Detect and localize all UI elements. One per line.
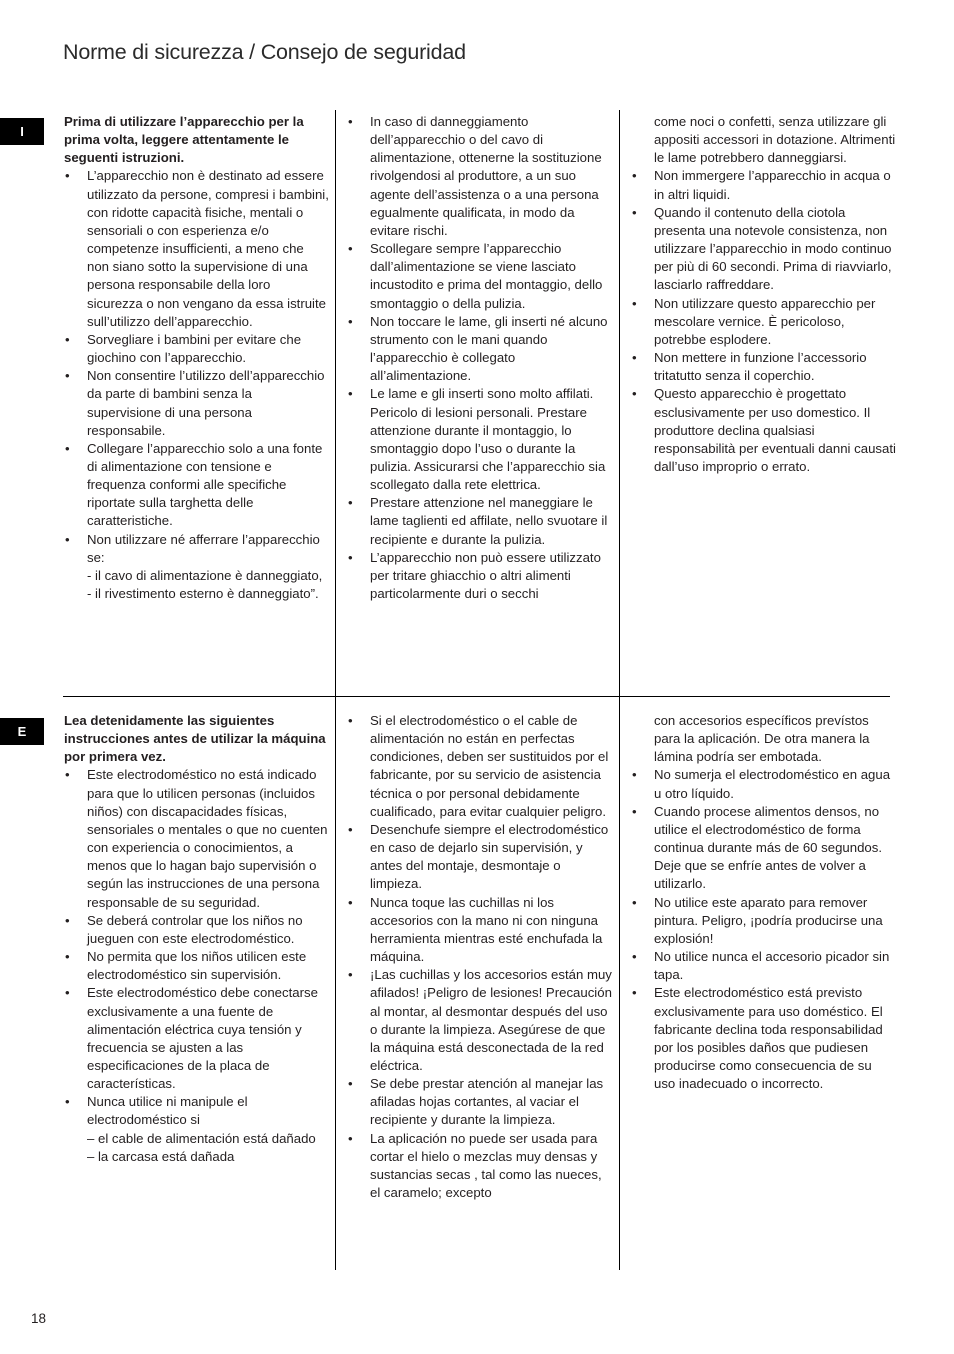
- list-item-text: Non immergere l’apparecchio in acqua o in altri liquidi.: [654, 168, 891, 202]
- bullet-icon: •: [348, 495, 353, 511]
- spanish-column-3: [631, 712, 896, 1093]
- list-sub-item: – la carcasa está dañada: [87, 1148, 235, 1164]
- bullet-icon: •: [65, 368, 70, 384]
- list-item: [64, 367, 329, 440]
- list-item: [347, 240, 612, 313]
- italian-list-3: [631, 167, 896, 476]
- bullet-icon: •: [65, 1094, 70, 1110]
- list-item-text: Non toccare le lame, gli inserti né alcuno strumento con le mani quando l’apparecchio è collegato all’alimentazione.: [370, 313, 608, 384]
- list-item: [347, 385, 612, 494]
- list-item-text: Prestare attenzione nel maneggiare le lame taglienti ed affilate, nello svuotare il recipiente e durante la pulizia.: [370, 495, 608, 547]
- bullet-icon: •: [65, 440, 70, 456]
- list-item-text: Non utilizzare né afferrare l’apparecchio se:: [87, 531, 320, 565]
- bullet-icon: •: [348, 549, 353, 565]
- italian-continuation: come noci o confetti, senza utilizzare gli appositi accessori in dotazione. Altrimenti le lame potrebbero danneggiarsi.: [654, 114, 896, 166]
- list-sub-item: - il cavo di alimentazione è danneggiato,: [87, 567, 323, 583]
- list-item-text: Cuando procese alimentos densos, no utilice el electrodoméstico de forma continua durante más de 60 segundos. Deje que se enfríe antes de volver a utilizarlo.: [654, 803, 883, 892]
- column-divider: [619, 110, 620, 697]
- bullet-icon: •: [65, 949, 70, 965]
- spanish-intro: Lea detenidamente las siguientes instrucciones antes de utilizar la máquina por primera vez.: [64, 713, 326, 765]
- list-item: [64, 766, 329, 911]
- list-item: [631, 385, 896, 476]
- list-item: [631, 803, 896, 894]
- bullet-icon: •: [65, 331, 70, 347]
- list-item: [631, 948, 896, 984]
- list-item-text: Este electrodoméstico no está indicado para que lo utilicen personas (incluidos niños) con discapacidades físicas, sensoriales o mentales o que no cuenten con experiencia o conocimientos, a menos que lo hagan bajo supervisión o según las instrucciones de una persona responsable de su seguridad.: [87, 767, 328, 910]
- list-item: [347, 313, 612, 386]
- list-item: [347, 494, 612, 548]
- italian-column-1: [64, 113, 329, 603]
- list-item: [631, 204, 896, 295]
- list-item: [64, 531, 329, 604]
- bullet-icon: •: [65, 531, 70, 547]
- list-item: [347, 1075, 612, 1129]
- list-item-text: ¡Las cuchillas y los accesorios están muy afilados! ¡Peligro de lesiones! Precaución al montar, al desmontar después del uso o durante la limpieza. Asegúrese de que la máquina está desconectada de la red eléctrica.: [370, 967, 612, 1073]
- spanish-continuation: con accesorios específicos prevístos para la aplicación. De otra manera la lámina podría ser embotada.: [654, 713, 870, 765]
- bullet-icon: •: [348, 894, 353, 910]
- spanish-list-3: [631, 766, 896, 1093]
- list-item: [64, 440, 329, 531]
- list-item-text: No utilice nunca el accesorio picador sin tapa.: [654, 949, 890, 983]
- list-item-text: La aplicación no puede ser usada para cortar el hielo o mezclas muy densas y sustancias secas , tal como las nueces, el caramelo; excepto: [370, 1130, 602, 1201]
- list-item: [347, 966, 612, 1075]
- spanish-column-1: [64, 712, 329, 1166]
- list-item: [631, 984, 896, 1093]
- bullet-icon: •: [348, 313, 353, 329]
- list-item-text: No utilice este aparato para remover pintura. Peligro, ¡podría producirse una explosión!: [654, 894, 883, 946]
- list-item-text: Desenchufe siempre el electrodoméstico en caso de dejarlo sin supervisión, y antes del montaje, desmontaje o limpieza.: [370, 821, 609, 892]
- list-item: [64, 331, 329, 367]
- column-divider: [335, 110, 336, 697]
- bullet-icon: •: [632, 949, 637, 965]
- bullet-icon: •: [348, 386, 353, 402]
- italian-column-3: [631, 113, 896, 476]
- list-item-text: Quando il contenuto della ciotola presenta una notevole consistenza, non utilizzare l’apparecchio in modo continuo per più di 60 secondi. Prima di riavviarlo, lasciarlo raffreddare.: [654, 204, 892, 293]
- italian-list-2: [347, 113, 612, 603]
- bullet-icon: •: [348, 713, 353, 728]
- bullet-icon: •: [632, 767, 637, 783]
- bullet-icon: •: [348, 241, 353, 257]
- bullet-icon: •: [65, 985, 70, 1001]
- list-item-text: Este electrodoméstico está previsto exclusivamente para uso doméstico. El fabricante declina toda responsabilidad por los posibles daños que pudiesen producirse como consecuencia de su uso inadecuado o incorrecto.: [654, 985, 883, 1092]
- list-item-text: Sorvegliare i bambini per evitare che giochino con l’apparecchio.: [87, 331, 302, 366]
- bullet-icon: •: [632, 204, 637, 220]
- bullet-icon: •: [632, 350, 637, 366]
- list-item-text: L’apparecchio non è destinato ad essere utilizzato da persone, compresi i bambini, con ridotte capacità fisiche, mentali o sensoriali o con esperienza e/o competenze insufficienti, a meno che non siano sotto la supervisione di una persona responsabile della loro sicurezza o non vengano da essa istruite sull’utilizzo dell’apparecchio.: [87, 168, 329, 329]
- list-item-text: Questo apparecchio è progettato esclusivamente per uso domestico. Il produttore declina qualsiasi responsabilità per eventuali danni causati dall’uso improprio o errato.: [654, 386, 896, 474]
- list-item: [631, 894, 896, 948]
- bullet-icon: •: [65, 767, 70, 783]
- language-tab-italian: I: [0, 118, 44, 145]
- bullet-icon: •: [348, 967, 353, 983]
- list-item-text: In caso di danneggiamento dell’apparecchio o del cavo di alimentazione, ottenerne la sostituzione rivolgendosi al produttore, a un suo agente dell’assistenza o a una persona egualmente qualificata, in modo da evitare rischi.: [370, 114, 602, 238]
- spanish-list-1: [64, 766, 329, 1165]
- list-item: [64, 167, 329, 330]
- bullet-icon: •: [632, 295, 637, 311]
- list-item-text: No permita que los niños utilicen este electrodoméstico sin supervisión.: [87, 949, 307, 983]
- bullet-icon: •: [65, 168, 70, 184]
- list-item: [347, 549, 612, 603]
- bullet-icon: •: [65, 912, 70, 928]
- list-item: [347, 1130, 612, 1203]
- list-item-text: Non mettere in funzione l’accessorio tritatutto senza il coperchio.: [654, 350, 867, 384]
- page-title: Norme di sicurezza / Consejo de seguridad: [63, 40, 466, 64]
- list-item-text: Nunca toque las cuchillas ni los accesorios con la mano ni con ninguna herramienta mientras esté enchufada la máquina.: [370, 894, 603, 965]
- list-item-text: Scollegare sempre l’apparecchio dall’alimentazione se viene lasciato incustodito e prima del montaggio, dello smontaggio o della pulizia.: [370, 241, 603, 311]
- italian-column-2: [347, 113, 612, 603]
- list-item: [347, 821, 612, 894]
- list-item-text: Collegare l’apparecchio solo a una fonte di alimentazione con tensione e frequenza conformi alle specifiche riportate sulla targhetta delle caratteristiche.: [87, 440, 323, 529]
- bullet-icon: •: [348, 1130, 353, 1146]
- bullet-icon: •: [348, 114, 353, 129]
- bullet-icon: •: [632, 386, 637, 402]
- page-number: 18: [31, 1311, 47, 1326]
- list-item: [64, 984, 329, 1093]
- list-item-text: Se debe prestar atención al manejar las afiladas hojas cortantes, al vaciar el recipiente y durante la limpieza.: [370, 1076, 604, 1128]
- list-item: [631, 766, 896, 802]
- spanish-list-2: [347, 712, 612, 1202]
- list-item-text: Si el electrodoméstico o el cable de alimentación no están en perfectas condiciones, deben ser sustituidos por el fabricante, por su servicio de asistencia técnica o por personal debidamente cualificado, para evitar cualquier peligro.: [370, 713, 609, 819]
- list-item: [631, 167, 896, 203]
- list-item-text: Nunca utilice ni manipule el electrodoméstico si: [87, 1094, 248, 1128]
- section-divider: [63, 696, 890, 697]
- list-item-text: Se deberá controlar que los niños no jueguen con este electrodoméstico.: [87, 912, 303, 946]
- list-item: [64, 1093, 329, 1166]
- spanish-column-2: [347, 712, 612, 1202]
- list-item-text: Este electrodoméstico debe conectarse exclusivamente a una fuente de alimentación eléctrica cuya tensión y frecuencia se ajusten a las especificaciones de la placa de características.: [87, 985, 318, 1092]
- list-item: [64, 948, 329, 984]
- list-item-text: L’apparecchio non può essere utilizzato per tritare ghiacchio o altri alimenti particolarmente duri o secchi: [370, 549, 601, 602]
- list-sub-item: – el cable de alimentación está dañado: [87, 1130, 316, 1146]
- list-sub-item: - il rivestimento esterno è danneggiato”.: [87, 586, 319, 602]
- italian-intro: Prima di utilizzare l’apparecchio per la prima volta, leggere attentamente le seguenti istruzioni.: [64, 114, 304, 166]
- bullet-icon: •: [632, 168, 637, 184]
- list-item: [347, 712, 612, 821]
- italian-list-1: [64, 167, 329, 603]
- list-item: [347, 113, 612, 240]
- bullet-icon: •: [348, 821, 353, 837]
- list-item: [631, 295, 896, 349]
- list-item-text: Le lame e gli inserti sono molto affilati. Pericolo di lesioni personali. Prestare attenzione durante il montaggio, lo smontaggio dopo l’uso o durante la pulizia. Assicurarsi che l’apparecchio sia scollegato dalla rete elettrica.: [370, 386, 606, 493]
- list-item: [64, 912, 329, 948]
- column-divider: [619, 697, 620, 1270]
- list-item-text: No sumerja el electrodoméstico en agua u otro líquido.: [654, 767, 891, 801]
- list-item-text: Non consentire l’utilizzo dell’apparecchio da parte di bambini senza la supervisione di una persona responsabile.: [87, 368, 325, 438]
- bullet-icon: •: [632, 803, 637, 819]
- list-item: [347, 894, 612, 967]
- list-item-text: Non utilizzare questo apparecchio per mescolare vernice. È pericoloso, potrebbe esplodere.: [654, 295, 876, 347]
- list-item: [631, 349, 896, 385]
- language-tab-spanish: E: [0, 718, 44, 745]
- bullet-icon: •: [632, 894, 637, 910]
- column-divider: [335, 697, 336, 1270]
- bullet-icon: •: [632, 985, 637, 1001]
- bullet-icon: •: [348, 1076, 353, 1092]
